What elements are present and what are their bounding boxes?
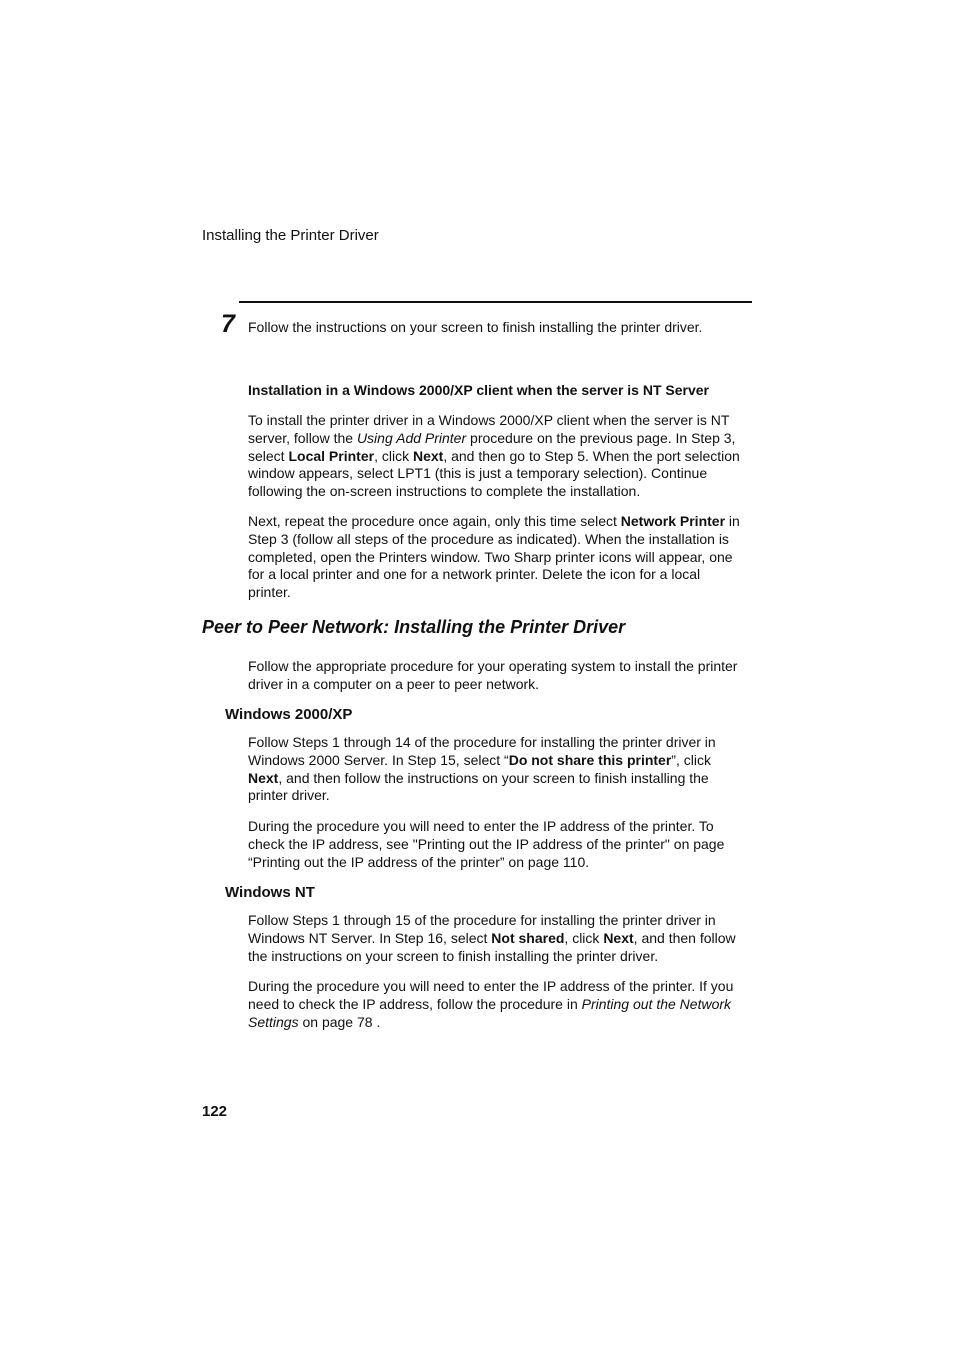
windows-nt-heading: Windows NT [225, 884, 315, 901]
windows-nt-paragraph-1: Follow Steps 1 through 15 of the procedure for installing the printer driver in Windows NT Server. In Step 16, select Not shared, click Next, and then follow the instructions on your screen to finish installing the printer driver. [248, 912, 736, 964]
peer-intro-paragraph: Follow the appropriate procedure for your operating system to install the printer driver in a computer on a peer to peer network. [248, 658, 738, 692]
step-number: 7 [221, 310, 235, 338]
section-title: Peer to Peer Network: Installing the Printer Driver [202, 617, 626, 637]
page-number: 122 [202, 1103, 228, 1120]
step-text: Follow the instructions on your screen to finish installing the printer driver. [248, 319, 703, 335]
windows-2000-heading: Windows 2000/XP [225, 706, 353, 723]
running-header: Installing the Printer Driver [202, 227, 379, 244]
nt-client-heading: Installation in a Windows 2000/XP client when the server is NT Server [248, 382, 709, 398]
windows-2000-paragraph-1: Follow Steps 1 through 14 of the procedure for installing the printer driver in Windows 2000 Server. In Step 15, select “Do not share this printer”, click Next, and then follow the instructions on your screen to finish installing the printer driver. [248, 734, 716, 804]
windows-nt-paragraph-2: During the procedure you will need to enter the IP address of the printer. If you need to check the IP address, follow the procedure in Printing out the Network Settings on page 78 . [248, 978, 734, 1030]
nt-client-paragraph-2: Next, repeat the procedure once again, only this time select Network Printer in Step 3 (follow all steps of the procedure as indicated). When the installation is completed, open the Printers window. Two Sharp printer icons will appear, one for a local printer and one for a network printer. Delete the icon for a local printer. [248, 513, 740, 601]
nt-client-paragraph-1: To install the printer driver in a Windows 2000/XP client when the server is NT server, follow the Using Add Printer procedure on the previous page. In Step 3, select Local Printer, click Next, and then go to Step 5. When the port selection window appears, select LPT1 (this is just a temporary selection). Continue following the on-screen instructions to complete the installation. [248, 412, 740, 500]
windows-2000-paragraph-2: During the procedure you will need to enter the IP address of the printer. To check the IP address, see "Printing out the IP address of the printer" on page “Printing out the IP address of the printer” on page 110. [248, 818, 725, 870]
step-divider [239, 301, 752, 303]
